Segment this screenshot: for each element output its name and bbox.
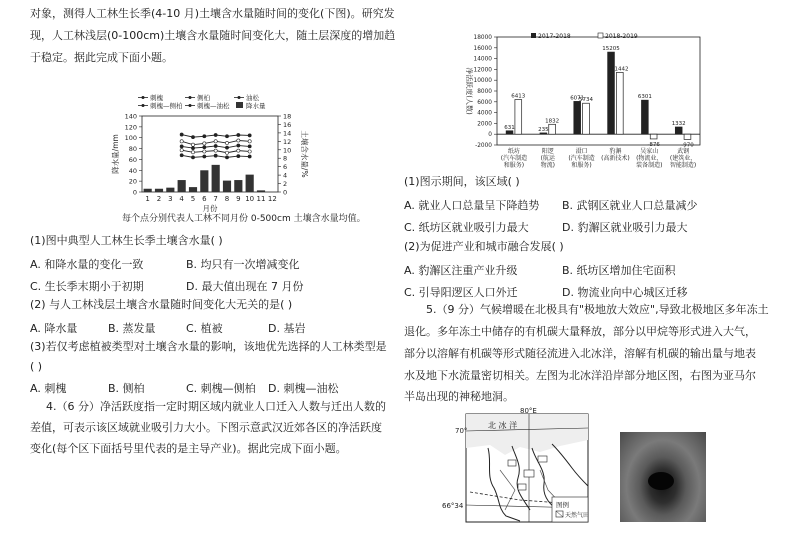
chart2-x-tick-0-2: 和服务) [503,162,525,169]
q4-intro-line-3: 变化(每个区下面括号里代表的是主导产业)。据此完成下面小题。 [30,442,347,455]
map-legend-item: 天然气田 [565,512,590,519]
chart2-x-tick-0-1: (汽车制造 [500,155,528,162]
chart1-y2-tick-8: 8 [283,154,288,163]
chart1-y-tick-0: 0 [132,188,137,197]
map-lat70-label: 70° [455,427,468,435]
chart1-x-tick-3: 3 [168,195,173,203]
chart1-legend-label-0: 刺槐 [150,94,163,102]
chart2-x-tick-3-1: (高新技术) [601,155,630,162]
q2-option-b[interactable]: B. 蒸发量 [108,322,156,335]
chart2-y-tick-8000: 8000 [477,89,492,95]
intro-line-3: 于稳定。据此完成下面小题。 [30,51,173,64]
r-q1-option-a[interactable]: A. 就业人口总量呈下降趋势 [404,199,540,212]
chart1-x-tick-5: 5 [190,195,196,203]
chart1-y2-tick-2: 2 [283,180,288,189]
chart2-data-label-2018-2019-4: -876 [647,141,660,148]
q5-line-2: 退化。多年冻土中储存的有机碳大量释放，部分以甲烷等形式进入大气， [404,325,756,338]
chart2-y-tick-10000: 10000 [473,78,492,85]
r-q2-stem: (2)为促进产业和城市融合发展( ) [404,240,564,253]
chart1-x-tick-8: 8 [224,195,230,203]
chart1-y2-tick-16: 16 [283,120,292,129]
chart1-x-tick-12: 12 [267,195,277,203]
q5-line-5: 半岛出现的神秘地洞。 [404,390,514,403]
chart2-x-tick-3-0: 豹澥 [609,148,622,155]
map-lat66-label: 66°34 [442,502,464,510]
chart2-data-label-2018-2019-3: 11442 [611,66,629,73]
chart2-legend-label-1: 2017-2018 [538,33,571,40]
r-q1-stem: (1)图示期间，该区域( ) [404,175,520,188]
q5-line-1: 5.（9 分）气候增暖在北极具有"极地放大效应",导致北极地区多年冻土 [426,303,769,316]
q3-stem: (3)若仅考虑植被类型对土壤含水量的影响，该地优先选择的人工林类型是 [30,340,387,353]
q1-option-d[interactable]: D. 最大值出现在 7 月份 [186,280,304,293]
chart2-y-tick-4000: 4000 [477,110,492,117]
q3-option-b[interactable]: B. 侧柏 [108,382,145,395]
chart2-data-label-2018-2019-1: 1832 [545,118,560,125]
map-lon-label: 80°E [520,407,537,415]
chart1-x-tick-11: 11 [256,195,266,203]
chart1-y2-tick-0: 0 [283,188,288,197]
q3-stem-paren: ( ) [30,360,43,373]
q1-option-a[interactable]: A. 和降水量的变化一致 [30,258,144,271]
q4-intro-line-1: 4.（6 分）净活跃度指一定时期区域内就业人口迁入人数与迁出人数的 [46,400,386,413]
chart1-legend-label-3: 刺槐—侧柏 [150,102,183,110]
chart1-x-tick-2: 2 [156,195,162,203]
q1-stem: (1)图中典型人工林生长季土壤含水量( ) [30,234,223,247]
chart1-y-tick-20: 20 [128,177,137,186]
chart2-data-label-2017-2018-1: 235 [538,126,549,133]
chart2-x-tick-4-1: (物流业、 [636,155,663,162]
map-legend-title: 图例 [556,501,569,509]
chart1-y2-tick-6: 6 [283,163,288,172]
r-q1-option-c[interactable]: C. 纸坊区就业吸引力最大 [404,221,529,234]
chart1-legend-label-4: 刺槐—油松 [197,102,230,110]
chart1-x-tick-6: 6 [202,195,207,203]
chart1-y2-tick-10: 10 [283,146,292,155]
chart2-data-label-2018-2019-5: -970 [681,142,694,149]
q2-option-d[interactable]: D. 基岩 [268,322,306,335]
q3-option-a[interactable]: A. 刺槐 [30,382,67,395]
chart2-y-tick-18000: 18000 [473,35,492,41]
chart1-x-tick-4: 4 [179,195,184,203]
chart2-x-tick-4-2: 装备制造) [636,162,663,169]
sinkhole-photo [620,432,706,522]
chart2-x-tick-4-0: 吴家山 [640,148,659,155]
chart2-legend-label-2: 2018-2019 [605,33,638,40]
r-q2-option-a[interactable]: A. 豹澥区注重产业升级 [404,264,518,277]
chart2-x-tick-1-1: (航运 [540,155,555,162]
chart2-y-tick-14000: 14000 [473,56,492,63]
q3-option-d[interactable]: D. 刺槐—油松 [268,382,339,395]
chart1-y2-tick-4: 4 [283,171,288,180]
chart1-legend-label-2: 油松 [246,94,259,102]
q4-intro-line-2: 差值，可表示该区域就业吸引力大小。下图示意武汉近郊各区的净活跃度 [30,421,382,434]
intro-line-1: 对象，测得人工林生长季(4-10 月)土壤含水量随时间的变化(下图)。研究发 [30,7,395,20]
chart2-x-tick-5-1: (建筑业、 [669,155,697,162]
q2-option-c[interactable]: C. 植被 [186,322,223,335]
q5-line-4: 水及地下水流量密切相关。左图为北冰洋沿岸部分地区图，右图为亚马尔 [404,369,756,382]
chart2-y-label: 净活跃度(人数) [465,67,473,115]
r-q1-option-b[interactable]: B. 武钢区就业人口总量减少 [562,199,698,212]
chart2-data-label-2017-2018-4: 6301 [637,94,652,101]
map-sea-label: 北 冰 洋 [488,421,518,430]
chart1-y-tick-80: 80 [128,145,137,154]
chart1-x-tick-9: 9 [236,195,241,203]
chart2-y-tick-6000: 6000 [477,99,492,106]
chart1-y2-tick-14: 14 [283,129,292,138]
chart1-x-tick-1: 1 [145,195,150,203]
chart2-x-tick-2-2: 和服务) [571,162,592,169]
chart2-x-tick-1-0: 阳逻 [541,148,554,155]
chart1-y-tick-140: 140 [124,112,137,121]
chart1-legend-label-1: 侧柏 [197,94,210,102]
q1-option-b[interactable]: B. 均只有一次增减变化 [186,258,300,271]
q2-option-a[interactable]: A. 降水量 [30,322,78,335]
chart2-data-label-2018-2019-0: 6413 [511,93,526,100]
chart2-x-tick-5-0: 武钢 [677,148,690,155]
chart2-x-tick-2-1: (汽车制造 [568,155,595,162]
chart2-data-label-2018-2019-2: 5734 [578,97,593,104]
chart1-caption: 每个点分别代表人工林不同月份 0-500cm 土壤含水量均值。 [122,214,366,224]
chart1-y2-label: 土壤含水量/% [300,130,309,178]
q2-stem: (2) 与人工林浅层土壤含水量随时间变化大无关的是( ) [30,298,293,311]
chart1-y-tick-120: 120 [124,123,137,132]
q3-option-c[interactable]: C. 刺槐—侧柏 [186,382,256,395]
chart1-y2-tick-12: 12 [283,137,292,146]
sinkhole-hole [648,472,674,490]
chart1-y-tick-100: 100 [124,134,137,143]
chart2-y-tick-2000: 2000 [477,121,492,128]
q1-option-c[interactable]: C. 生长季末期小于初期 [30,280,144,293]
r-q1-option-d[interactable]: D. 豹澥区就业吸引力最大 [562,221,688,234]
chart1-y-tick-60: 60 [128,155,137,164]
r-q2-option-d[interactable]: D. 物流业向中心城区迁移 [562,286,688,299]
chart2-x-tick-2-0: 滠口 [575,148,588,155]
chart2-data-label-2017-2018-3: 15205 [602,46,620,53]
r-q2-option-c[interactable]: C. 引导阳逻区人口外迁 [404,286,518,299]
chart2-y-tick-16000: 16000 [473,45,492,52]
chart2-data-label-2017-2018-0: 631 [504,124,515,131]
chart2-y-tick--2000: -2000 [475,143,492,149]
chart2-x-tick-5-2: 智能制造) [669,162,697,169]
chart2-y-tick-0: 0 [488,132,492,139]
chart1-x-label: 月份 [202,204,218,213]
chart2-data-label-2017-2018-2: 6071 [570,95,585,102]
q5-line-3: 部分以溶解有机碳等形式随径流进入北冰洋，溶解有机碳的输出量与地表 [404,347,756,360]
chart1-x-tick-10: 10 [245,195,255,203]
chart1-x-tick-7: 7 [213,195,218,203]
chart2-y-tick-12000: 12000 [473,67,492,74]
chart1-y2-tick-18: 18 [283,112,292,121]
chart2-x-tick-1-2: 物流) [540,162,555,169]
chart1-y-label: 降水量/mm [111,134,120,174]
r-q2-option-b[interactable]: B. 纸坊区增加住宅面积 [562,264,676,277]
chart1-legend-label-5: 降水量 [246,102,266,110]
chart1-y-tick-40: 40 [128,166,137,175]
chart2-x-tick-0-0: 纸坊 [507,148,520,155]
intro-line-2: 现，人工林浅层(0-100cm)土壤含水量随时间变化大，随土层深度的增加趋 [30,29,396,42]
chart2-data-label-2017-2018-5: 1332 [671,121,686,128]
